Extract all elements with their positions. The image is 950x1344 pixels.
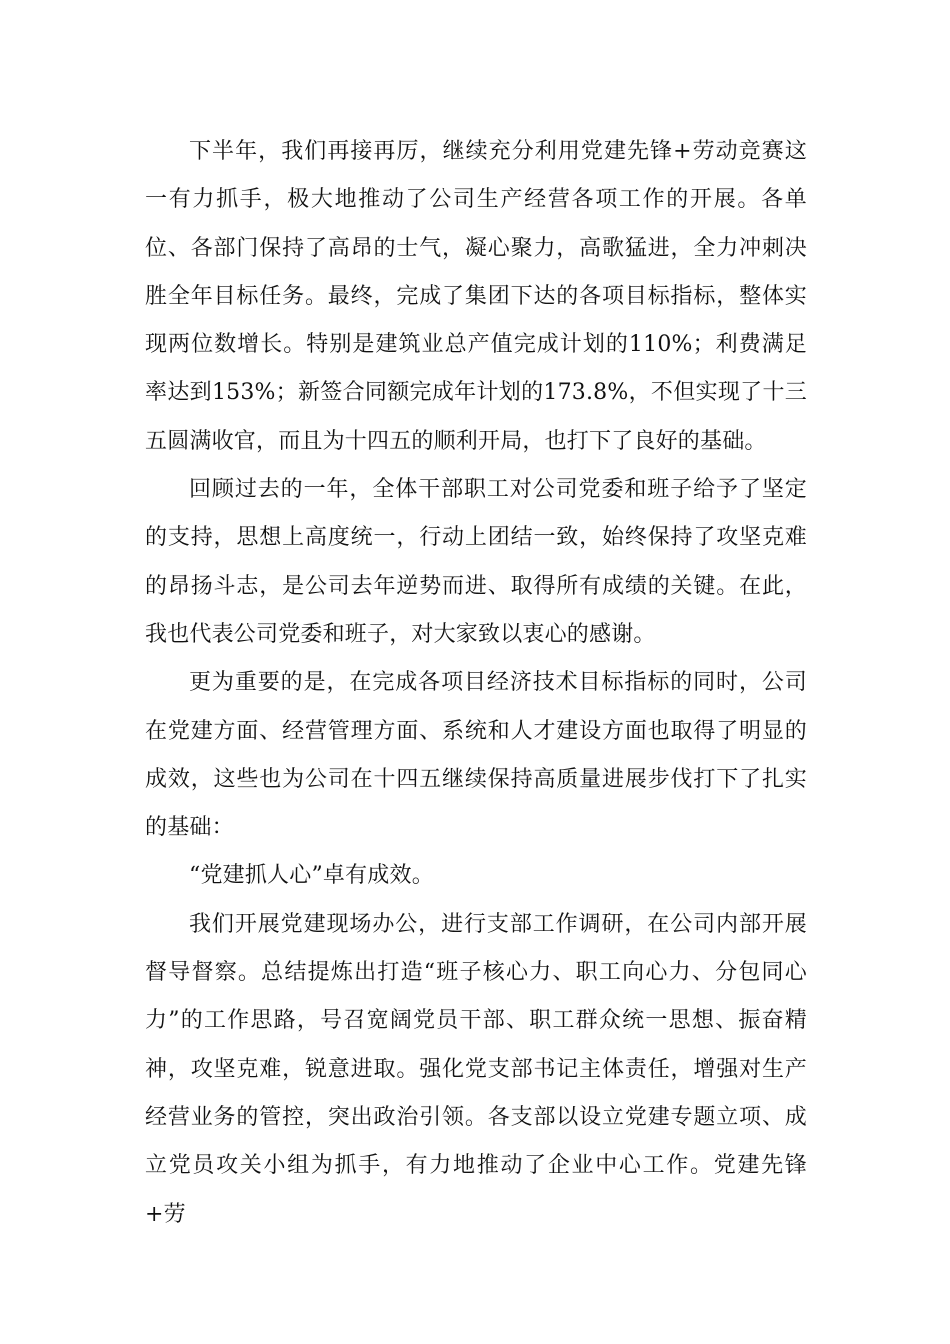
- paragraph-first-half-results: 下半年，我们再接再厉，继续充分利用党建先锋+劳动竞赛这一有力抓手，极大地推动了公司生产经营各项工作的开展。各单位、各部门保持了高昂的士气，凝心聚力，高歌猛进，全力冲刺决胜全年目标任务。最终，完成了集团下达的各项目标指标，整体实现两位数增长。特别是建筑业总产值完成计划的110%；利费满足率达到153%；新签合同额完成年计划的173.8%，不但实现了十三五圆满收官，而且为十四五的顺利开局，也打下了良好的基础。: [145, 139, 807, 454]
- paragraph-more-important: 更为重要的是，在完成各项目经济技术目标指标的同时，公司在党建方面、经营管理方面、系统和人才建设方面也取得了明显的成效，这些也为公司在十四五继续保持高质量进展步伐打下了扎实的基础：: [145, 670, 807, 841]
- paragraph-party-building-detail: 我们开展党建现场办公，进行支部工作调研，在公司内部开展督导督察。总结提炼出打造“班子核心力、职工向心力、分包同心力”的工作思路，号召宽阔党员干部、职工群众统一思想、振奋精神，攻坚克难，锐意进取。强化党支部书记主体责任，增强对生产经营业务的管控，突出政治引领。各支部以设立党建专题立项、成立党员攻关小组为抓手，有力地推动了企业中心工作。党建先锋+劳: [145, 911, 807, 1227]
- paragraph-party-building-heading: “党建抓人心”卓有成效。: [189, 863, 434, 889]
- document-body: [145, 128, 807, 1239]
- paragraph-review-past-year: 回顾过去的一年，全体干部职工对公司党委和班子给予了坚定的支持，思想上高度统一，行动上团结一致，始终保持了攻坚克难的昂扬斗志，是公司去年逆势而进、取得所有成绩的关键。在此，我也代表公司党委和班子，对大家致以衷心的感谢。: [145, 477, 807, 647]
